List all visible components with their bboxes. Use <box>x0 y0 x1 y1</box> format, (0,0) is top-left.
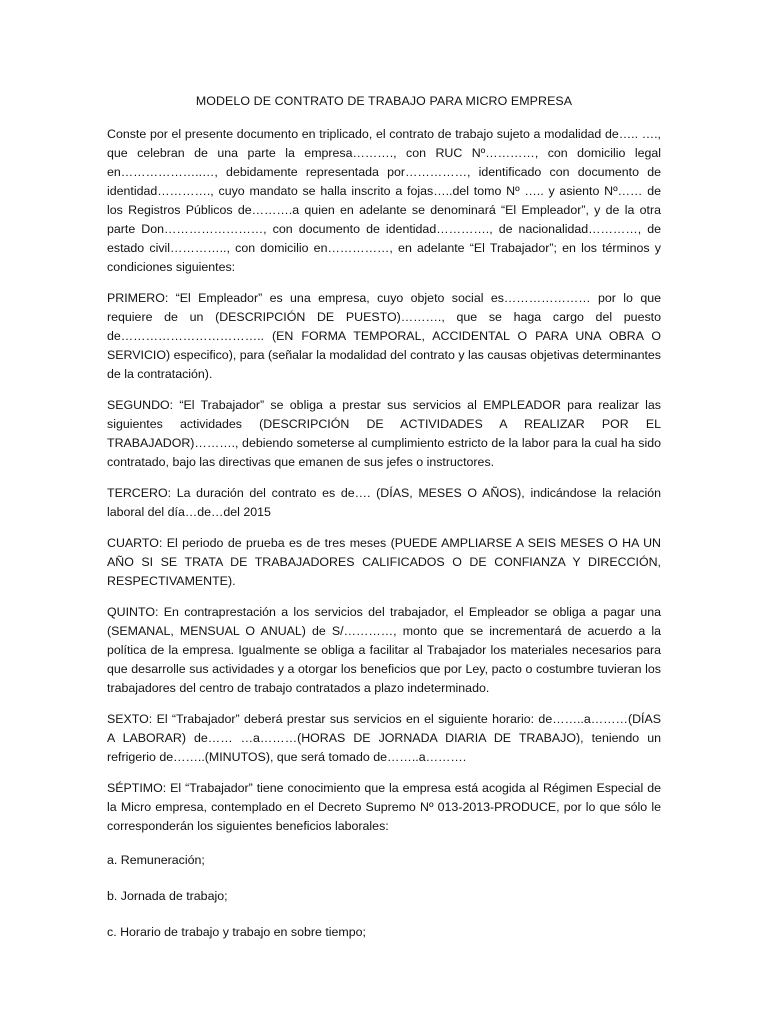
document-page <box>107 92 661 959</box>
clause-quinto: QUINTO: En contraprestación a los servicios del trabajador, el Empleador se obliga a pagar una (SEMANAL, MENSUAL O ANUAL) de S/…………, monto que se incrementará de acuerdo a la política de la empresa. Igualmente se obliga a facilitar al Trabajador los materiales necesarios para que desarrolle sus actividades y a otorgar los beneficios que por Ley, pacto o costumbre tuvieran los trabajadores del centro de trabajo contratados a plazo indeterminado. <box>107 605 661 695</box>
document-title: MODELO DE CONTRATO DE TRABAJO PARA MICRO EMPRESA <box>195 94 573 108</box>
clause-tercero: TERCERO: La duración del contrato es de…. (DÍAS, MESES O AÑOS), indicándose la relación laboral del día…de…del 2015 <box>107 486 661 519</box>
clause-sexto: SEXTO: El “Trabajador” deberá prestar sus servicios en el siguiente horario: de……..a………(DÍAS A LABORAR) de…… …a………(HORAS DE JORNADA DIARIA DE TRABAJO), teniendo un refrigerio de……..(MINUTOS), que será tomado de……..a………. <box>107 712 661 764</box>
list-item-remuneracion: a. Remuneración; <box>107 853 205 867</box>
clause-septimo: SÉPTIMO: El “Trabajador” tiene conocimiento que la empresa está acogida al Régimen Especial de la Micro empresa, contemplado en el Decreto Supremo Nº 013-2013-PRODUCE, por lo que sólo le corresponderán los siguientes beneficios laborales: <box>107 781 661 833</box>
list-item-jornada: b. Jornada de trabajo; <box>107 889 228 903</box>
intro-paragraph: Conste por el presente documento en triplicado, el contrato de trabajo sujeto a modalidad de….. …., que celebran de una parte la empresa………., con RUC Nº…………, con domicilio legal en………………..…, debidamente representada por……………, identificado con documento de identidad…………., cuyo mandato se halla inscrito a fojas…..del tomo Nº ….. y asiento Nº…… de los Registros Públicos de……….a quien en adelante se denominará “El Empleador”, y de la otra parte Don……………………, con documento de identidad…………., de nacionalidad…………, de estado civil………….., con domicilio en……………, en adelante “El Trabajador”; en los términos y condiciones siguientes: <box>107 127 661 274</box>
clause-cuarto: CUARTO: El periodo de prueba es de tres meses (PUEDE AMPLIARSE A SEIS MESES O HA UN AÑO SI SE TRATA DE TRABAJADORES CALIFICADOS O DE CONFIANZA Y DIRECCIÓN, RESPECTIVAMENTE). <box>107 536 661 588</box>
clause-primero: PRIMERO: “El Empleador” es una empresa, cuyo objeto social es………………… por lo que requiere de un (DESCRIPCIÓN DE PUESTO)………., que se haga cargo del puesto de…………………………….. (EN FORMA TEMPORAL, ACCIDENTAL O PARA UNA OBRA O SERVICIO) especifico), para (señalar la modalidad del contrato y las causas objetivas determinantes de la contratación). <box>107 291 661 381</box>
clause-segundo: SEGUNDO: “El Trabajador” se obliga a prestar sus servicios al EMPLEADOR para realizar las siguientes actividades (DESCRIPCIÓN DE ACTIVIDADES A REALIZAR POR EL TRABAJADOR)………., debiendo someterse al cumplimiento estricto de la labor para la cual ha sido contratado, bajo las directivas que emanen de sus jefes o instructores. <box>107 398 661 469</box>
list-item-horario: c. Horario de trabajo y trabajo en sobre tiempo; <box>107 925 366 939</box>
